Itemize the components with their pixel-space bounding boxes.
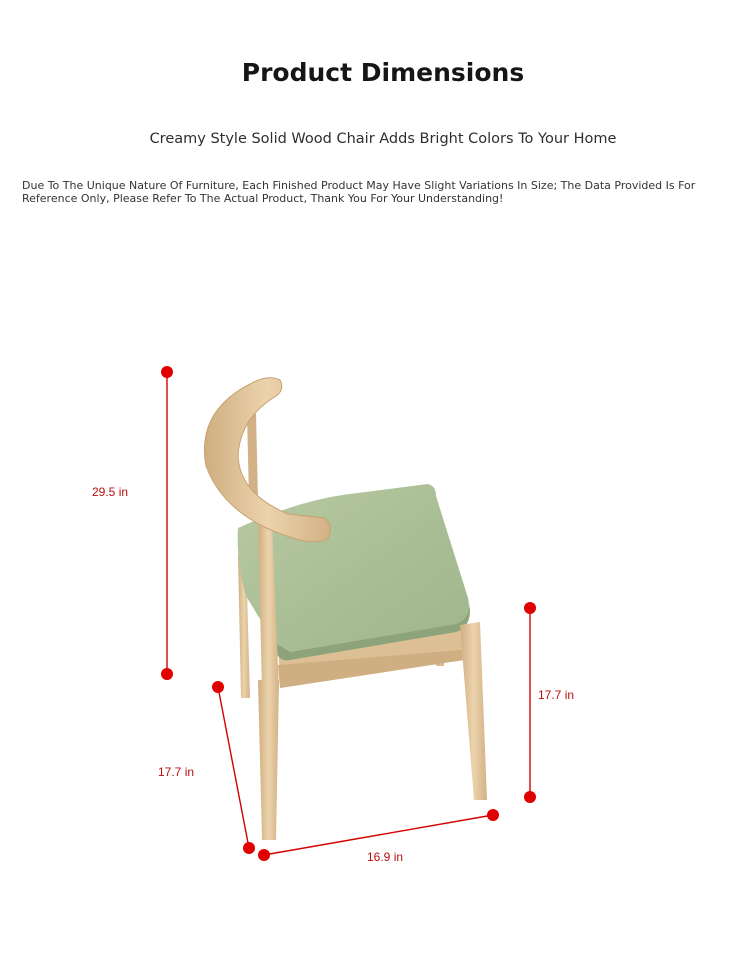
- width-dimension-line: [264, 815, 493, 855]
- seat-height-bottom-dot: [524, 791, 536, 803]
- page-title: Product Dimensions: [241, 58, 525, 87]
- height-top-dot: [161, 366, 173, 378]
- depth-top-dot: [212, 681, 224, 693]
- seat-height-label: 17.7 in: [538, 688, 575, 702]
- width-left-dot: [258, 849, 270, 861]
- width-right-dot: [487, 809, 499, 821]
- chair-back-rail: [204, 378, 330, 542]
- disclaimer-note: Due To The Unique Nature Of Furniture, Each Finished Product May Have Slight Variations In Size; The Data Provided Is For Reference Only, Please Refer To The Actual Product, Thank You For Your Understanding!: [22, 179, 696, 205]
- chair-image: [204, 378, 487, 840]
- depth-dimension-line: [218, 687, 249, 848]
- height-label: 29.5 in: [92, 485, 129, 499]
- page-subtitle: Creamy Style Solid Wood Chair Adds Bright Colors To Your Home: [149, 131, 617, 147]
- seat-height-top-dot: [524, 602, 536, 614]
- chair-front-leg-right: [460, 622, 487, 800]
- depth-label: 17.7 in: [158, 765, 195, 779]
- chair-front-leg-left: [258, 680, 279, 840]
- depth-bottom-dot: [243, 842, 255, 854]
- width-label: 16.9 in: [367, 850, 404, 864]
- height-bottom-dot: [161, 668, 173, 680]
